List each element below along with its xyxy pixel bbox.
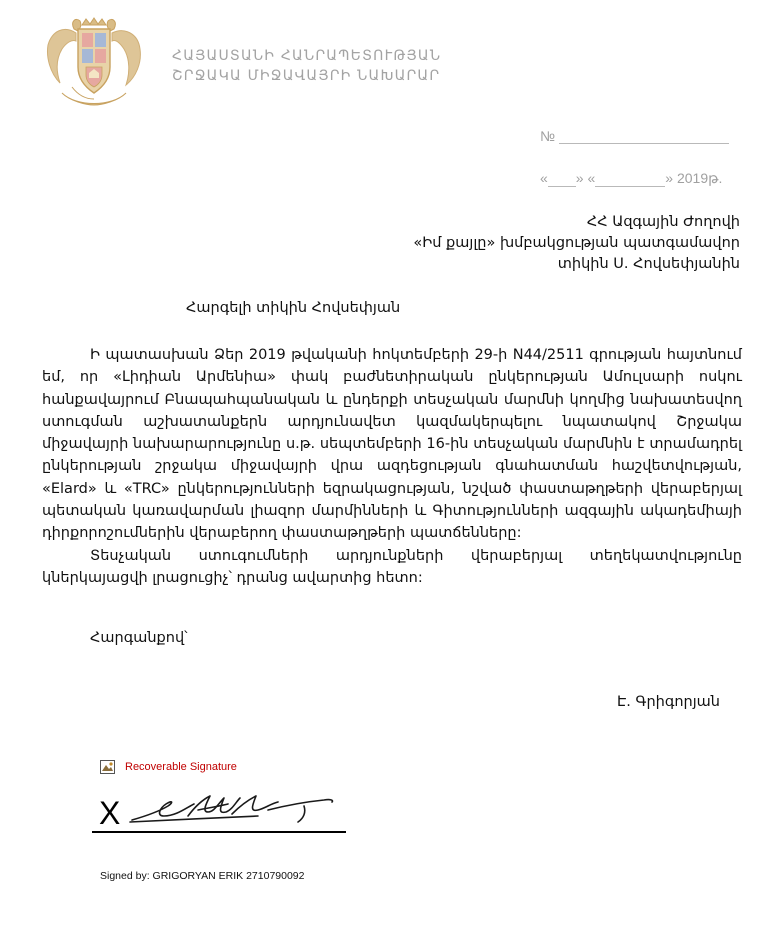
date-quote: » [665,170,674,186]
month-blank [595,173,665,187]
signature-x-mark: X [99,795,121,831]
signature-status[interactable] [100,760,237,774]
closing-regards: Հարգանքով՝ [90,630,188,646]
ministry-line-1: ՀԱՅԱՍՏԱՆԻ ՀԱՆՐԱՊԵՏՈՒԹՅԱՆ [172,48,442,64]
letter-body [42,344,742,589]
addressee-block [413,212,740,275]
addressee-line-3: տիկին Ս. Հովսեփյանին [557,256,740,272]
ministry-header [172,46,441,86]
addressee-line-1: ՀՀ Ազգային Ժողովի [586,214,740,230]
date-quote: » [575,170,584,186]
signature-status-text: Recoverable Signature [125,761,237,773]
addressee-line-2: «Իմ քայլը» խմբակցության պատգամավոր [413,235,740,251]
date-quote: « [540,170,548,186]
date-quote: « [587,170,596,186]
coat-of-arms-emblem [42,15,146,115]
ministry-line-2: ՇՐՋԱԿԱ ՄԻՋԱՎԱՅՐԻ ՆԱԽԱՐԱՐ [172,68,441,84]
date-year: 2019թ. [676,170,723,186]
body-paragraph-1: Ի պատասխան Ձեր 2019 թվականի հոկտեմբերի 29-ի N44/2511 գրության հայտնում եմ, որ «Լիդիան Արմենիա» փակ բաժնետիրական ընկերության Ամուլսարի ոսկու հանքավայրում Բնապահպանական և ընդերքի տեսչական մարմնի կողմից նախատեսվող ստուգման աշխատանքերն արդյունավետ կազմակերպելու նպատակով Շրջակա միջավայրի նախարարությունը ս.թ. սեպտեմբերի 16-ին տեսչական մարմնին է տրամադրել ընկերության շրջակա միջավայրի վրա ազդեցության գնահատման հաշվետվության, «Elard» և «TRC» ընկերությունների եզրակացության, նշված փաստաթղթերի վերաբերյալ պետական կառավարման լիազոր մարմինների և Գիտությունների ազգային ակադեմիայի դիրքորոշումներին վերաբերող փաստաթղթերի պատճենները: [42,347,742,542]
handwritten-signature [128,786,338,830]
reference-number [540,128,729,144]
number-prefix: № [540,128,556,144]
reference-date [540,170,722,187]
signer-name: Է. Գրիգորյան [617,694,720,710]
signed-by-text: Signed by: GRIGORYAN ERIK 2710790092 [100,870,305,882]
signature-warning-icon [100,760,115,774]
signature-line [92,831,346,833]
salutation: Հարգելի տիկին Հովսեփյան [186,300,401,316]
day-blank [548,173,576,187]
number-blank [559,130,729,144]
body-paragraph-2: Տեսչական ստուգումների արդյունքների վերաբերյալ տեղեկատվությունը կներկայացվի լրացուցիչ՝ դրանց ավարտից հետո: [42,547,742,586]
